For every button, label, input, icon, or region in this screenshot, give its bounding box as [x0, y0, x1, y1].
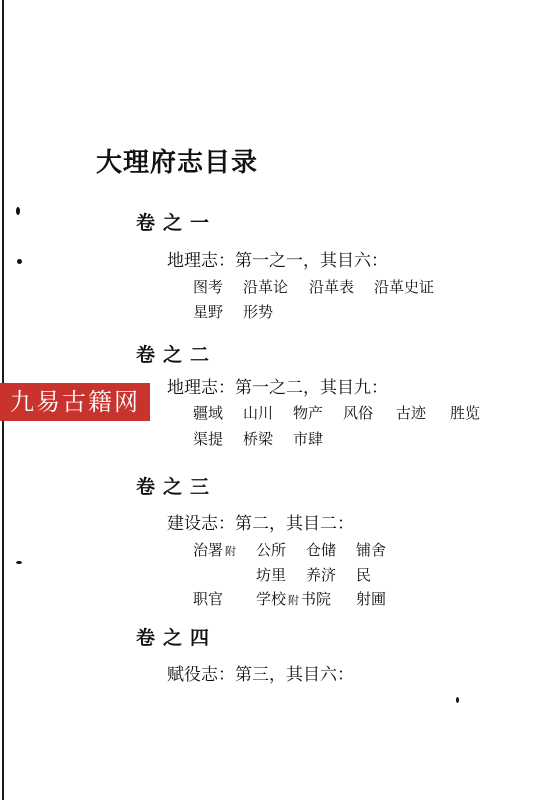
volume-3-item: 书院 [301, 590, 332, 608]
volume-3-annotation: 附 [288, 594, 299, 607]
volume-2-item: 桥梁 [243, 430, 274, 448]
volume-3-annotation: 附 [225, 545, 236, 558]
page-title: 大理府志目录 [96, 148, 259, 178]
volume-3-item: 养济 [306, 566, 337, 584]
volume-3-item: 仓储 [306, 541, 337, 559]
volume-3-heading: 卷之三 [136, 476, 218, 498]
volume-1-item: 沿革表 [309, 278, 355, 296]
volume-1-item: 形势 [243, 303, 274, 321]
ink-speck [456, 697, 459, 703]
volume-2-item: 渠提 [193, 430, 224, 448]
volume-2-item: 市肆 [293, 430, 324, 448]
volume-3-item: 公所 [256, 541, 287, 559]
volume-4-heading: 卷之四 [136, 627, 218, 649]
volume-3-line: 建设志：第二，其目二： [167, 514, 354, 534]
volume-3-item: 职官 [193, 590, 224, 608]
volume-1-item: 图考 [193, 278, 224, 296]
volume-3-item: 坊里 [256, 566, 287, 584]
volume-1-item: 沿革史证 [374, 278, 435, 296]
volume-2-item: 胜览 [450, 404, 481, 422]
volume-2-item: 古迹 [396, 404, 427, 422]
volume-2-heading: 卷之二 [136, 344, 218, 366]
volume-3-item: 民 [356, 566, 372, 584]
volume-1-item: 星野 [193, 303, 224, 321]
volume-3-item: 治署 [193, 541, 224, 559]
volume-3-item: 铺舍 [356, 541, 387, 559]
volume-2-item: 物产 [293, 404, 324, 422]
watermark-banner: 九易古籍网 [0, 383, 150, 421]
volume-2-item: 疆域 [193, 404, 224, 422]
volume-2-item: 山川 [243, 404, 274, 422]
ink-speck [17, 259, 22, 264]
volume-3-item: 射圃 [356, 590, 387, 608]
volume-1-line: 地理志：第一之一，其目六： [167, 251, 388, 271]
volume-2-line: 地理志：第一之二，其目九： [167, 378, 388, 398]
volume-4-line: 赋役志：第三，其目六： [167, 665, 354, 685]
volume-1-item: 沿革论 [243, 278, 289, 296]
ink-speck [16, 207, 20, 215]
volume-2-item: 风俗 [343, 404, 374, 422]
volume-1-heading: 卷之一 [136, 212, 218, 234]
volume-3-item: 学校 [256, 590, 287, 608]
ink-speck [16, 561, 22, 564]
